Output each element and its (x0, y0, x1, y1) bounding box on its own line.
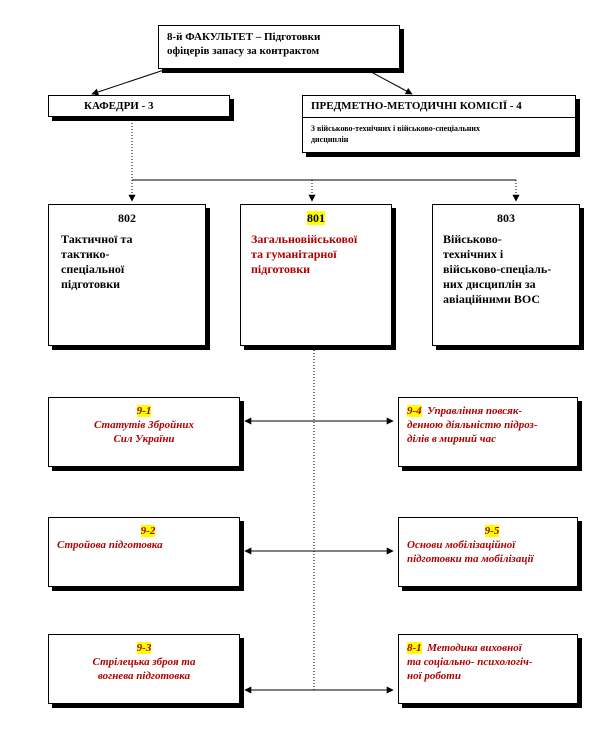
commission-line: Статутів Збройних (94, 419, 194, 431)
dept-code: 802 (118, 211, 136, 225)
link-faculty-departments (92, 68, 170, 94)
commission-line: Сил України (113, 433, 175, 445)
department-803 (432, 204, 580, 346)
departments-header-label: КАФЕДРИ - 3 (84, 100, 154, 112)
commission-line: Стрілецька зброя та (92, 656, 196, 668)
commission-line: вогнева підготовка (97, 670, 191, 682)
dept-line: військово-спеціаль- (443, 262, 552, 276)
commission-9-2 (48, 517, 240, 587)
dept-line: підготовки (61, 277, 121, 291)
commission-code: 9-2 (140, 525, 156, 537)
commission-line: ної роботи (407, 670, 461, 682)
commission-code: 9-4 (407, 405, 422, 417)
dept-line: технічних і (443, 247, 504, 261)
commission-9-4 (398, 397, 578, 467)
department-801 (240, 204, 392, 346)
department-802 (48, 204, 206, 346)
commission-code: 9-3 (136, 642, 152, 654)
dept-line: Тактичної та (61, 232, 133, 246)
dept-code: 801 (307, 211, 325, 225)
commission-9-3 (48, 634, 240, 704)
commissions-header (302, 95, 576, 153)
dept-line: них дисциплін за (443, 277, 536, 291)
commission-code: 9-5 (484, 525, 500, 537)
dept-line: Загальновійськової (251, 232, 358, 246)
commissions-desc-line2: дисциплін (311, 135, 349, 144)
dept-line: та гуманітарної (251, 247, 337, 261)
commission-code: 8-1 (407, 642, 422, 654)
dept-code: 803 (497, 211, 515, 225)
commission-code: 9-1 (136, 405, 152, 417)
commission-9-5 (398, 517, 578, 587)
faculty-box (158, 25, 400, 69)
commission-8-1 (398, 634, 578, 704)
departments-header (48, 95, 230, 117)
commission-line: та соціально- психологіч- (407, 656, 533, 668)
dept-line: спеціальної (61, 262, 125, 276)
commissions-title: ПРЕДМЕТНО-МЕТОДИЧНІ КОМІСІЇ - 4 (303, 96, 575, 118)
commission-line: денною діяльністю підроз- (407, 419, 538, 431)
dept-line: авіаційними ВОС (443, 292, 541, 306)
commissions-desc-line1: 3 військово-технічних і військово-спеціальних (311, 124, 480, 133)
commission-line: Основи мобілізаційної (407, 539, 516, 551)
faculty-line2: офіцерів запасу за контрактом (167, 45, 320, 57)
commission-line: Управління повсяк- (427, 405, 523, 417)
commission-line: Методика виховної (427, 642, 522, 654)
commission-line: ділів в мирний час (407, 433, 496, 445)
faculty-line1: 8-й ФАКУЛЬТЕТ – Підготовки (167, 31, 321, 43)
dept-line: тактико- (61, 247, 110, 261)
commission-line: підготовки та мобілізації (407, 553, 534, 565)
dept-line: підготовки (251, 262, 311, 276)
dept-line: Військово- (443, 232, 502, 246)
link-faculty-commissions (360, 66, 412, 94)
commission-9-1 (48, 397, 240, 467)
commission-line: Стройова підготовка (57, 539, 163, 551)
